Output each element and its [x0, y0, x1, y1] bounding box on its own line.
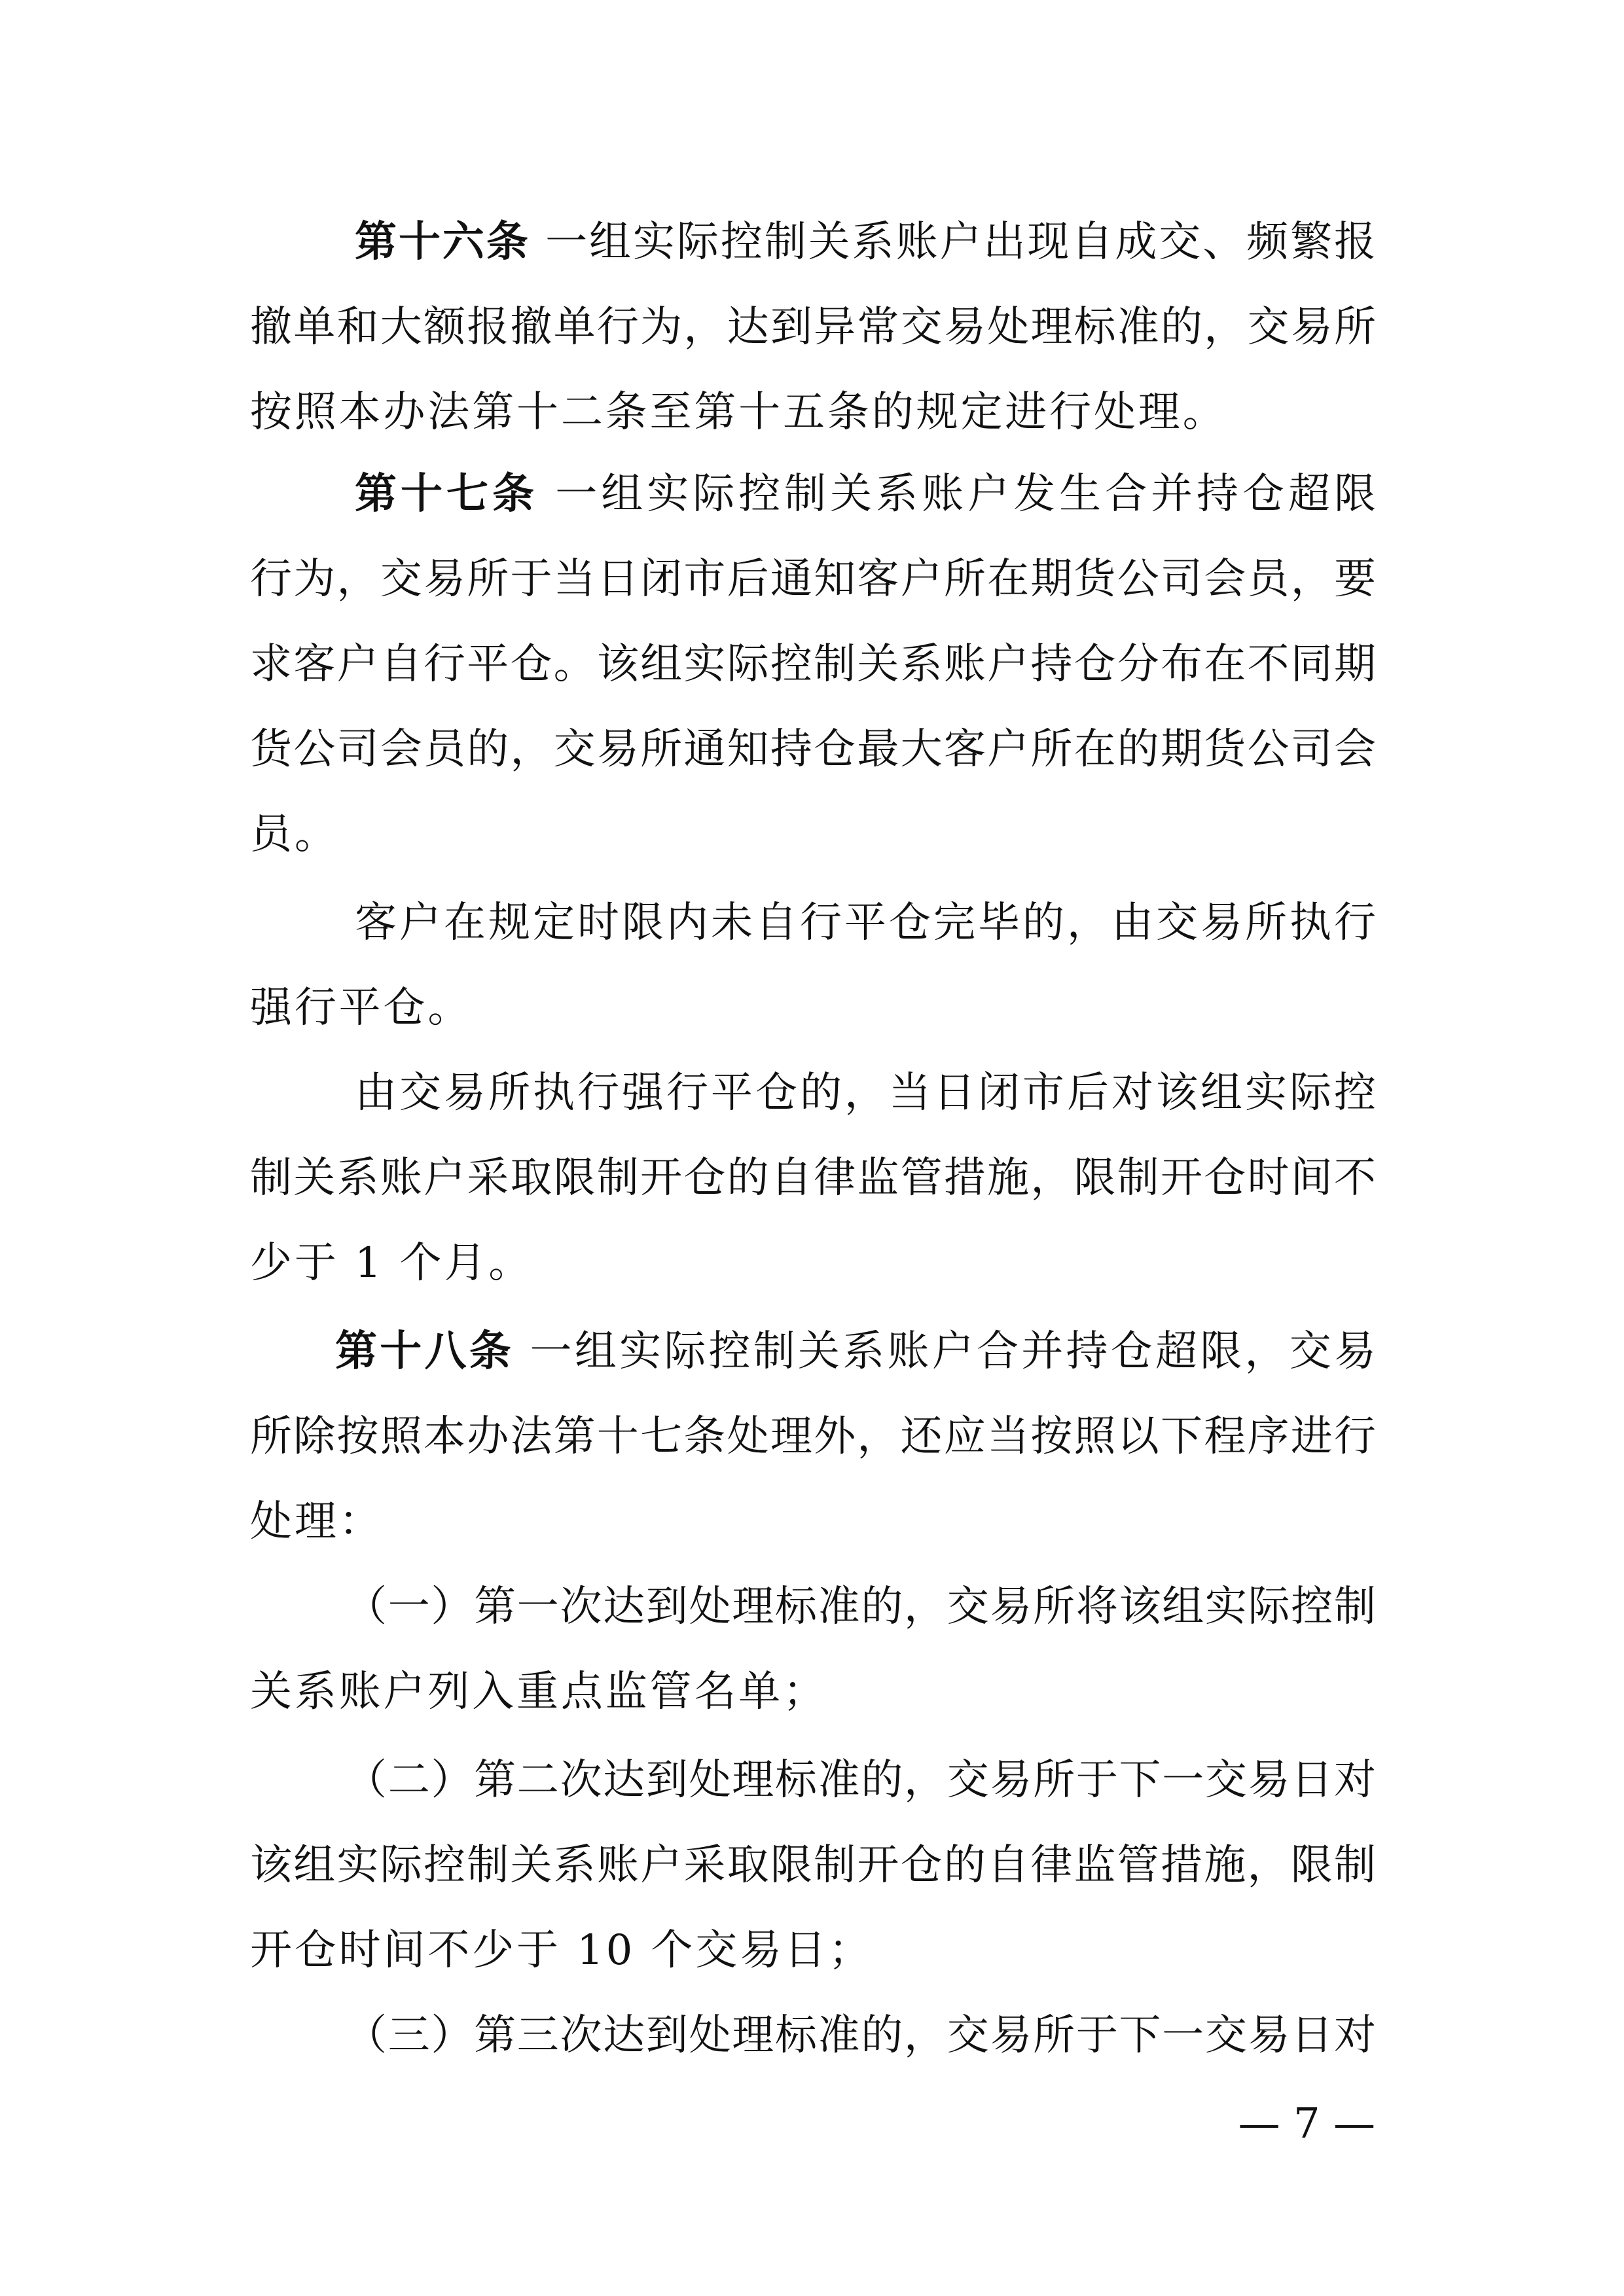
- article-16-text: 一组实际控制关系账户出现自成交、频繁报: [545, 218, 1377, 266]
- article-18-line-2: 所除按照本办法第十七条处理外，还应当按照以下程序进行: [250, 1412, 1376, 1461]
- article-17-heading: 第十七条: [355, 470, 538, 518]
- close-paragraph-line-2: 强行平仓。: [250, 984, 473, 1032]
- article-16-line-1: [250, 196, 1376, 288]
- article-16-heading: 第十六条: [355, 218, 530, 266]
- article-18-text: 一组实际控制关系账户合并持仓超限，交易: [530, 1327, 1377, 1376]
- item-1-line-2: 关系账户列入重点监管名单；: [250, 1668, 827, 1716]
- article-17-line-1: [250, 448, 1376, 540]
- item-2-line-3: 开仓时间不少于 10 个交易日；: [250, 1926, 873, 1975]
- item-3-line-1: （三）第三次达到处理标准的，交易所于下一交易日对: [345, 2011, 1376, 2060]
- limit-paragraph-line-1: 由交易所执行强行平仓的，当日闭市后对该组实际控: [355, 1069, 1376, 1117]
- article-17-line-4: 货公司会员的，交易所通知持仓最大客户所在的期货公司会: [250, 725, 1376, 774]
- item-2-line-1: （二）第二次达到处理标准的，交易所于下一交易日对: [345, 1756, 1376, 1804]
- limit-paragraph-line-3: 少于 1 个月。: [250, 1239, 533, 1287]
- article-18-line-3: 处理：: [250, 1498, 384, 1546]
- close-paragraph-line-1: 客户在规定时限内未自行平仓完毕的，由交易所执行: [355, 899, 1376, 947]
- limit-paragraph-line-2: 制关系账户采取限制开仓的自律监管措施，限制开仓时间不: [250, 1154, 1376, 1202]
- article-18-heading: 第十八条: [335, 1327, 514, 1376]
- article-17-line-5: 员。: [250, 810, 339, 859]
- article-17-text: 一组实际控制关系账户发生合并持仓超限: [555, 470, 1376, 518]
- page-number: — 7 —: [1238, 2100, 1375, 2148]
- article-18-line-1: [250, 1306, 1376, 1397]
- item-1-line-1: （一）第一次达到处理标准的，交易所将该组实际控制: [345, 1583, 1376, 1631]
- article-17-line-3: 求客户自行平仓。该组实际控制关系账户持仓分布在不同期: [250, 640, 1376, 689]
- article-16-line-2: 撤单和大额报撤单行为，达到异常交易处理标准的，交易所: [250, 303, 1376, 351]
- article-17-line-2: 行为，交易所于当日闭市后通知客户所在期货公司会员，要: [250, 555, 1376, 603]
- item-2-line-2: 该组实际控制关系账户采取限制开仓的自律监管措施，限制: [250, 1841, 1376, 1890]
- article-16-line-3: 按照本办法第十二条至第十五条的规定进行处理。: [250, 388, 1227, 437]
